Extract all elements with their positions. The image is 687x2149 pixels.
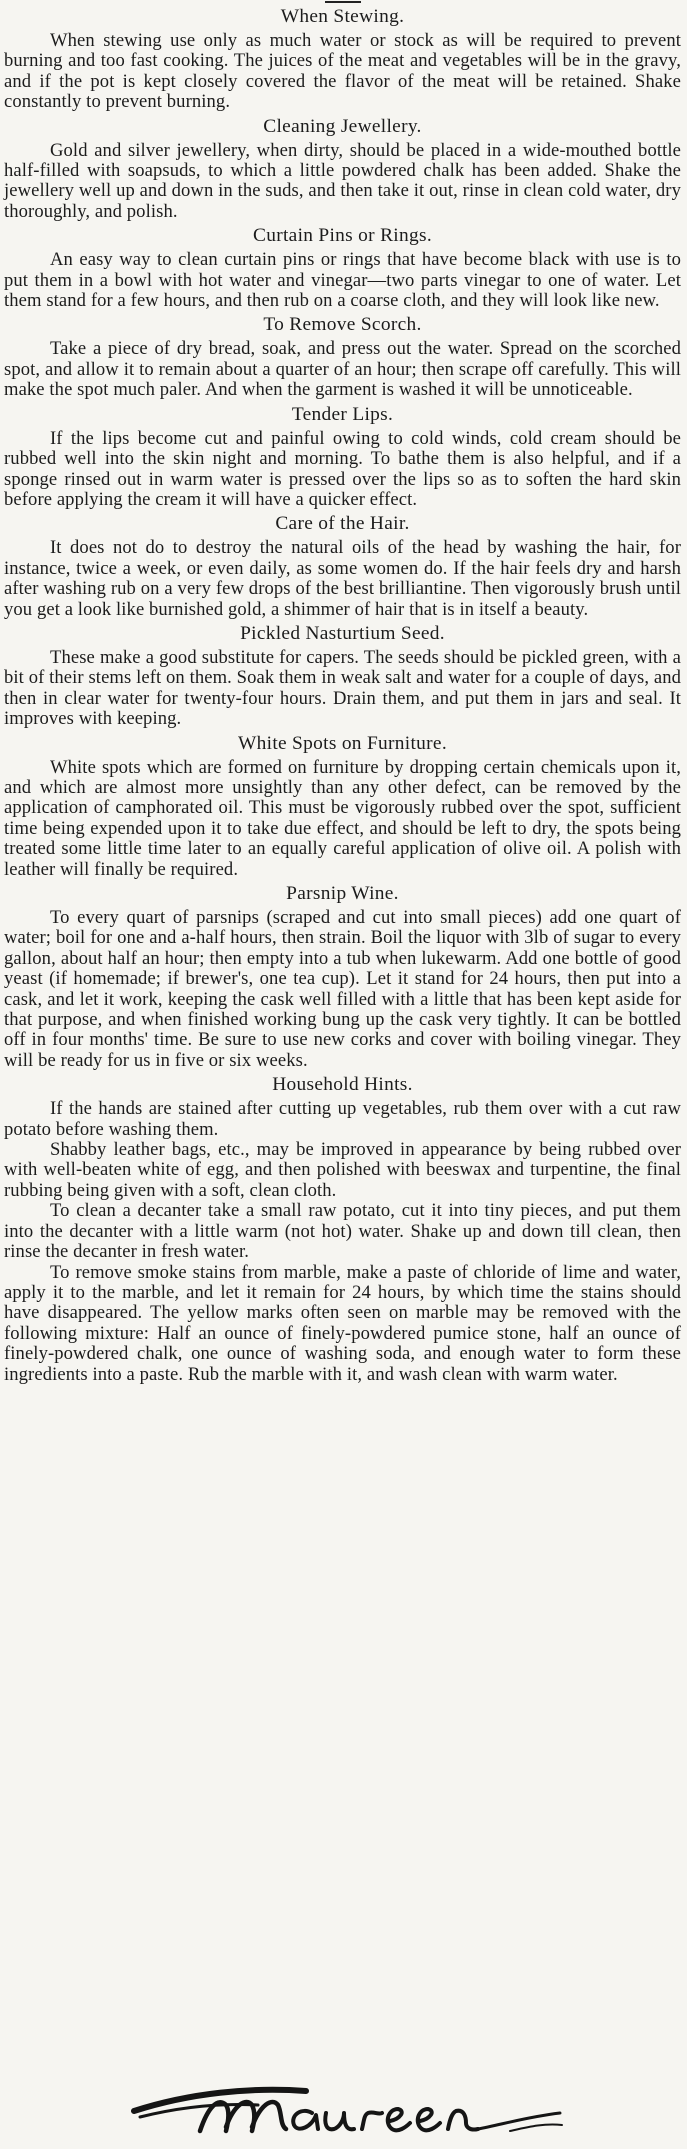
section-paragraph: These make a good substitute for capers. The seeds should be pickled green, with a bit of their stems left on them. Soak them in weak salt and water for a couple of days, and then in clear water for twenty-four hours. Drain them, and put them in jars and seal. It improves with keeping. [4, 646, 681, 730]
section-heading: Parsnip Wine. [286, 883, 399, 904]
newspaper-column [0, 1, 687, 2149]
section-heading: Care of the Hair. [275, 513, 410, 535]
top-divider [325, 1, 361, 3]
section-paragraph: To remove smoke stains from marble, make a paste of chloride of lime and water, apply it to the marble, and let it remain for 24 hours, by which time the stains should have disappeared. The yellow marks often seen on marble may be removed with the following mixture: Half an ounce of finely-powdered pumice stone, half an ounce of finely-powdered chalk, one ounce of washing soda, and enough water to form these ingredients into a paste. Rub the marble with it, and wash clean with warm water. [4, 1261, 681, 1385]
section-remove-scorch [4, 313, 681, 400]
section-paragraph: White spots which are formed on furniture by dropping certain chemicals upon it, and which are almost more unsightly than any other defect, can be removed by the application of camphorated oil. This must be vigorously rubbed over the spot, sufficient time being expended upon it to take due effect, and should be left to dry, the spots being treated some little time later to an equally careful application of olive oil. A polish with leather will finally be required. [4, 756, 681, 880]
section-household-hints [4, 1073, 681, 1385]
section-heading: White Spots on Furniture. [238, 732, 447, 754]
section-paragraph: If the lips become cut and painful owing to cold winds, cold cream should be rubbed well into the skin night and morning. To bathe them is also helpful, and if a sponge rinsed out in warm water is pressed over the lips so as to soften the hard skin before applying the cream it will have a quicker effect. [4, 427, 681, 510]
section-paragraph: If the hands are stained after cutting up vegetables, rub them over with a cut raw potato before washing them. [4, 1098, 681, 1140]
section-paragraph: Shabby leather bags, etc., may be improved in appearance by being rubbed over with well-beaten white of egg, and then polished with beeswax and turpentine, the final rubbing being given with a soft, clean cloth. [4, 1139, 681, 1201]
section-paragraph: To clean a decanter take a small raw potato, cut it into tiny pieces, and put them into the decanter with a little warm (not hot) water. Shake up and down till clean, then rinse the decanter in fresh water. [4, 1200, 681, 1263]
section-paragraph: An easy way to clean curtain pins or rings that have become black with use is to put them in a bowl with hot water and vinegar—two parts vinegar to one of water. Let them stand for a few hours, and then rub on a coarse cloth, and they will look like new. [4, 249, 681, 312]
section-heading: Tender Lips. [291, 403, 394, 425]
section-when-stewing [4, 5, 681, 113]
section-care-of-hair [4, 512, 681, 620]
section-pickled-nasturtium [4, 622, 681, 730]
section-white-spots [4, 732, 681, 880]
section-paragraph: When stewing use only as much water or stock as will be required to prevent burning and too fast cooking. The juices of the meat and vegetables will be in the gravy, and if the pot is kept closely covered the flavor of the meat will be retained. Shake constantly to prevent burning. [4, 30, 681, 113]
section-paragraph: To every quart of parsnips (scraped and cut into small pieces) add one quart of water; boil for one and a-half hours, then strain. Boil the liquor with 3lb of sugar to every gallon, about half an hour; then empty into a tub when lukewarm. Add one bottle of good yeast (if homemade; if brewer's, one tea cup). Let it stand for 24 hours, then put into a cask, and let it work, keeping the cask well filled with a little that has been kept aside for that purpose, and when finished working bung up the cask very tightly. It can be bottled off in four months' time. Be sure to use new corks and cover with boiling vinegar. They will be ready for us in five or six weeks. [4, 907, 681, 1071]
section-tender-lips [4, 403, 681, 511]
section-paragraph: Take a piece of dry bread, soak, and press out the water. Spread on the scorched spot, and allow it to remain about a quarter of an hour; then scrape off carefully. This will make the spot much paler. And when the garment is washed it will be unnoticeable. [4, 338, 681, 401]
section-heading: Pickled Nasturtium Seed. [240, 622, 445, 644]
section-parsnip-wine [4, 882, 681, 1071]
section-cleaning-jewellery [4, 115, 681, 223]
section-heading: Household Hints. [272, 1074, 413, 1096]
section-paragraph: It does not do to destroy the natural oils of the head by washing the hair, for instance, twice a week, or even daily, as some women do. If the hair feels dry and harsh after washing rub on a very few drops of the best brilliantine. Then vigorously brush until you get a look like burnished gold, a shimmer of hair that is in itself a beauty. [4, 537, 681, 620]
section-paragraph: Gold and silver jewellery, when dirty, should be placed in a wide-mouthed bottle half-filled with soapsuds, to which a little powdered chalk has been added. Shake the jewellery well up and down in the suds, and then take it out, rinse in clean cold water, dry thoroughly, and polish. [4, 139, 681, 222]
section-heading: Curtain Pins or Rings. [253, 225, 432, 247]
section-heading: When Stewing. [280, 6, 405, 27]
section-heading: To Remove Scorch. [263, 314, 422, 336]
section-curtain-pins [4, 224, 681, 311]
section-heading: Cleaning Jewellery. [263, 115, 422, 137]
signature-maureen [130, 2067, 570, 2141]
